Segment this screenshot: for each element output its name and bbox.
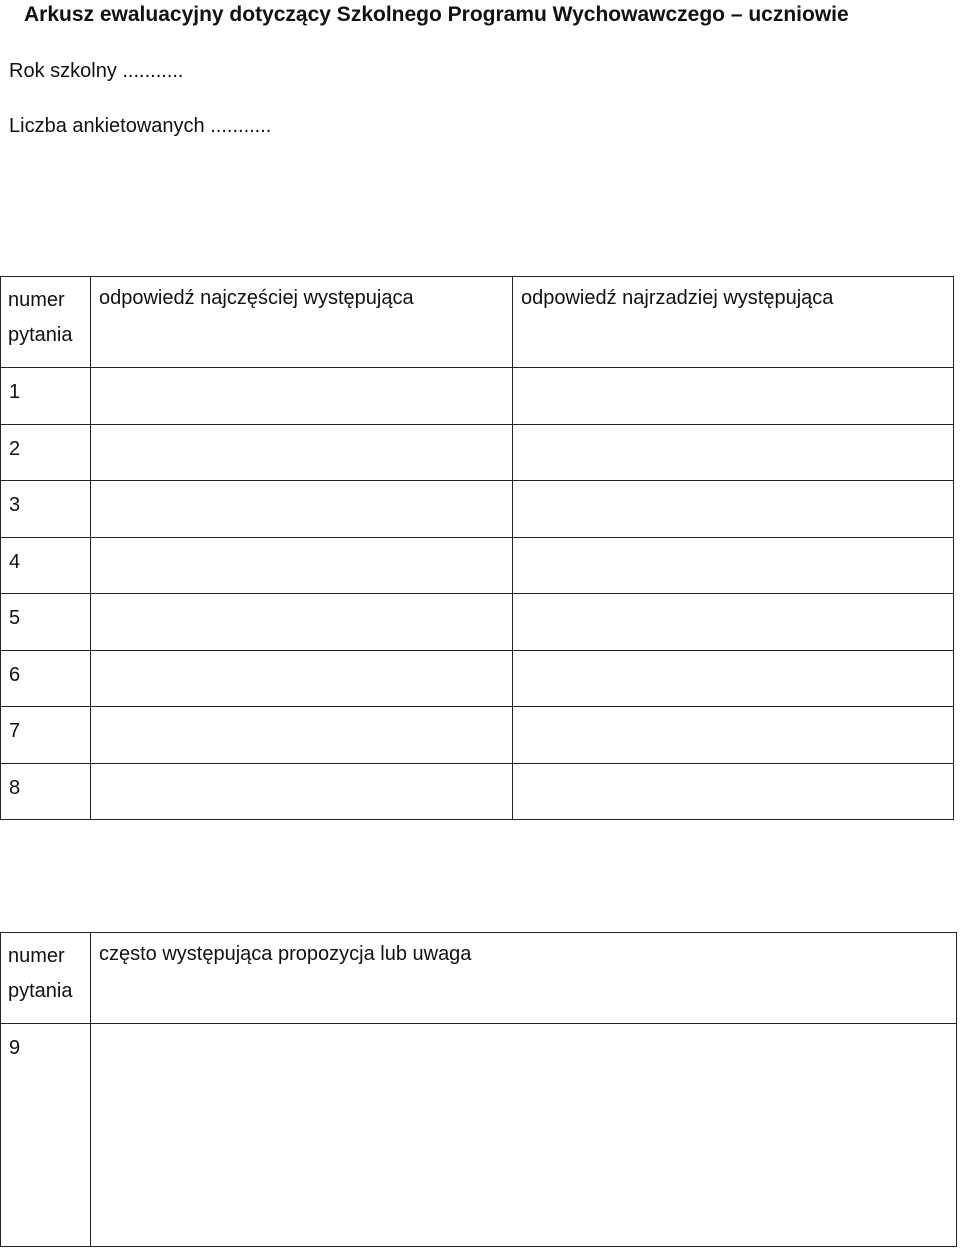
most-frequent-answer — [91, 594, 512, 598]
school-year-label: Rok szkolny ........... — [9, 60, 184, 82]
question-number: 8 — [9, 776, 21, 799]
table-row — [1, 537, 954, 594]
most-frequent-answer-cell[interactable] — [91, 763, 513, 820]
most-frequent-answer — [91, 651, 512, 655]
header-question-number — [1, 933, 91, 1024]
table-row — [1, 481, 954, 538]
table-row — [1, 763, 954, 820]
most-frequent-answer — [91, 481, 512, 485]
most-frequent-answer-cell[interactable] — [91, 368, 513, 425]
table-row — [1, 424, 954, 481]
most-frequent-answer-cell[interactable] — [91, 537, 513, 594]
header-question-number — [1, 277, 91, 368]
question-number: 1 — [9, 381, 21, 403]
most-frequent-answer — [91, 538, 512, 542]
table-row — [1, 368, 954, 425]
most-frequent-answer-cell[interactable] — [91, 594, 513, 651]
document-title: Arkusz ewaluacyjny dotyczący Szkolnego Programu Wychowawczego – uczniowie — [24, 3, 849, 26]
question-number-cell — [1, 763, 91, 820]
table-row — [1, 1024, 957, 1247]
least-frequent-answer — [513, 764, 953, 768]
question-number-cell — [1, 1024, 91, 1247]
least-frequent-answer — [513, 481, 953, 485]
question-number: 7 — [9, 720, 21, 742]
most-frequent-answer — [91, 707, 512, 711]
respondents-count-label: Liczba ankietowanych ........... — [9, 115, 272, 137]
frequent-proposal — [91, 1024, 956, 1028]
header-most-frequent-label: odpowiedź najczęściej występująca — [99, 287, 414, 309]
question-number: 6 — [9, 663, 21, 686]
least-frequent-answer — [513, 538, 953, 542]
question-number-cell — [1, 368, 91, 425]
question-number-cell — [1, 481, 91, 538]
answers-table-header-row — [1, 277, 954, 368]
least-frequent-answer-cell[interactable] — [513, 368, 954, 425]
header-most-frequent — [91, 277, 513, 368]
most-frequent-answer — [91, 368, 512, 372]
most-frequent-answer — [91, 764, 512, 768]
least-frequent-answer-cell[interactable] — [513, 424, 954, 481]
header-frequent-proposal-label: często występująca propozycja lub uwaga — [99, 943, 472, 965]
least-frequent-answer-cell[interactable] — [513, 763, 954, 820]
least-frequent-answer — [513, 651, 953, 655]
table-row — [1, 707, 954, 764]
question-number: 5 — [9, 607, 21, 629]
question-number-cell — [1, 650, 91, 707]
least-frequent-answer — [513, 707, 953, 711]
least-frequent-answer-cell[interactable] — [513, 650, 954, 707]
proposals-table — [0, 932, 957, 1247]
frequent-proposal-cell[interactable] — [91, 1024, 957, 1247]
most-frequent-answer — [91, 425, 512, 429]
question-number: 3 — [9, 494, 21, 516]
least-frequent-answer — [513, 594, 953, 598]
question-number-cell — [1, 537, 91, 594]
header-question-number-label: numer pytania — [8, 945, 73, 1002]
header-least-frequent-label: odpowiedź najrzadziej występująca — [521, 287, 834, 309]
most-frequent-answer-cell[interactable] — [91, 424, 513, 481]
table-row — [1, 650, 954, 707]
least-frequent-answer-cell[interactable] — [513, 594, 954, 651]
question-number-cell — [1, 594, 91, 651]
least-frequent-answer-cell[interactable] — [513, 537, 954, 594]
least-frequent-answer — [513, 425, 953, 429]
question-number: 4 — [9, 550, 21, 573]
question-number: 2 — [9, 437, 21, 460]
least-frequent-answer — [513, 368, 953, 372]
question-number-cell — [1, 707, 91, 764]
question-number-cell — [1, 424, 91, 481]
table-row — [1, 594, 954, 651]
most-frequent-answer-cell[interactable] — [91, 707, 513, 764]
least-frequent-answer-cell[interactable] — [513, 481, 954, 538]
least-frequent-answer-cell[interactable] — [513, 707, 954, 764]
header-least-frequent — [513, 277, 954, 368]
answers-table — [0, 276, 954, 820]
most-frequent-answer-cell[interactable] — [91, 481, 513, 538]
most-frequent-answer-cell[interactable] — [91, 650, 513, 707]
header-frequent-proposal — [91, 933, 957, 1024]
proposals-table-header-row — [1, 933, 957, 1024]
question-number: 9 — [9, 1037, 21, 1059]
header-question-number-label: numer pytania — [8, 289, 73, 346]
